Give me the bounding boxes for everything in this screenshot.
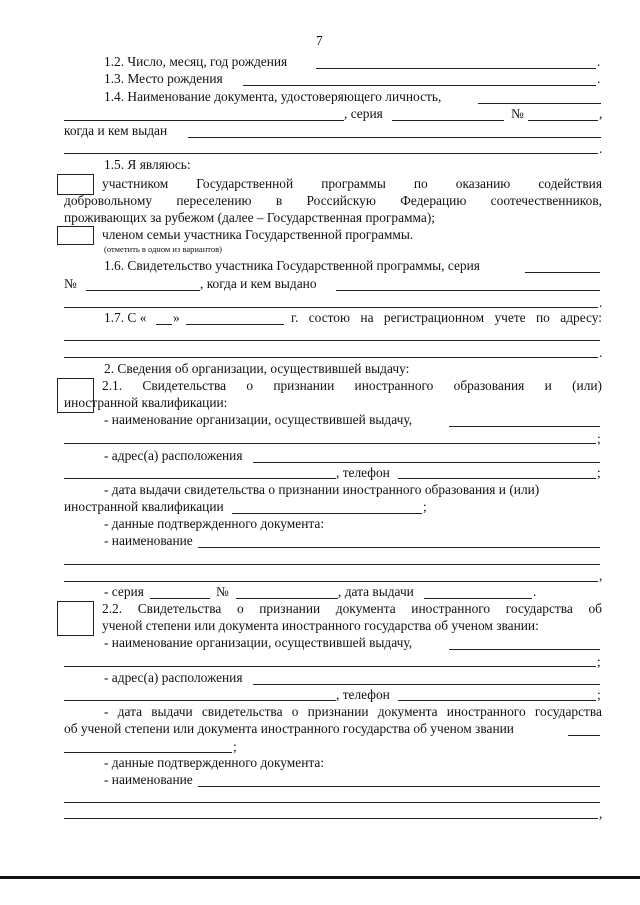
family-member-text: членом семьи участника Государственной программы. bbox=[102, 227, 414, 242]
id-number-label: № bbox=[511, 106, 524, 121]
s21-org-name-field[interactable] bbox=[449, 426, 600, 427]
id-series-label: , серия bbox=[344, 106, 383, 121]
s21-address-label: - адрес(а) расположения bbox=[104, 448, 243, 463]
s21-address-field[interactable] bbox=[253, 462, 600, 463]
s22-confirmed-doc-label: - данные подтвержденного документа: bbox=[104, 755, 325, 770]
registered-mid: » bbox=[173, 310, 180, 325]
s22-phone-field[interactable] bbox=[398, 700, 596, 701]
s22-issue-date-line-1: - дата выдачи свидетельства о признании документа иностранного государства bbox=[104, 704, 602, 719]
s21-confirmed-doc-label: - данные подтвержденного документа: bbox=[104, 516, 325, 531]
id-document-field-cont[interactable] bbox=[64, 120, 344, 121]
id-document-label: 1.4. Наименование документа, удостоверяющего личность, bbox=[104, 89, 442, 104]
registered-prefix: 1.7. С « bbox=[104, 310, 147, 325]
s21-issue-date-line-1: - дата выдачи свидетельства о признании иностранного образования и (или) bbox=[104, 482, 540, 497]
s22-phone-label: , телефон bbox=[336, 687, 390, 702]
s21-phone-field[interactable] bbox=[398, 478, 596, 479]
s21-issue-date-line-2: иностранной квалификации bbox=[64, 499, 224, 514]
s21-line-2: иностранной квалификации: bbox=[64, 395, 228, 410]
id-issued-field[interactable] bbox=[188, 137, 601, 138]
s22-org-name-field[interactable] bbox=[449, 649, 600, 650]
id-number-field[interactable] bbox=[528, 120, 598, 121]
s21-number-field[interactable] bbox=[236, 598, 338, 599]
status-label: 1.5. Я являюсь: bbox=[104, 157, 191, 172]
s22-issue-date-field-cont[interactable] bbox=[64, 752, 232, 753]
registered-day-field[interactable] bbox=[156, 324, 172, 325]
id-document-field[interactable] bbox=[478, 103, 601, 104]
page-bottom-rule bbox=[0, 876, 640, 879]
s22-name-field-cont[interactable] bbox=[64, 802, 600, 803]
s21-phone-label: , телефон bbox=[336, 465, 390, 480]
s22-issue-date-line-2: об ученой степени или документа иностранного государства об ученом звании bbox=[64, 721, 514, 736]
certificate-number-field[interactable] bbox=[86, 290, 200, 291]
certificate-issued-field-cont[interactable] bbox=[64, 307, 598, 308]
dob-field[interactable] bbox=[316, 68, 596, 69]
certificate-issued-label: , когда и кем выдано bbox=[200, 276, 317, 291]
document-page: 7 1.2. Число, месяц, год рождения . 1.3. Место рождения . 1.4. Наименование документа, удостоверяющего личность, , серия № , когда и кем выдан . 1.5. Я являюсь: участником Государственной программы по оказанию содействия добровольному переселению в Российскую Федерацию соотечественников, проживающих за рубежом (далее – Государственная программа); членом семьи участника Государственной программы. (отметить в одном из вариантов) 1.6. Свидетельство участника Государственной программы, серия № , когда и кем выдано . 1.7. С « » г. состою на регистрационном учете по адресу: . 2. Сведения об организации, осуществившей выдачу: 2.1. Свидетельства о признании иностранного образования и (или) иностранной квалификации: - наименование организации, осуществившей выдачу, ; - адрес(а) расположения , телефон ; - дата выдачи свидетельства о признании иностранного образования и (или) иностранной квалификации ; - данные подтвержденного документа: - наименование , - серия № , дата выдачи . 2.2. Свидетельства о признании документа иностранного государства об ученой степени или документа иностранного государства об ученом звании: - наименование организации, осуществившей выдачу, ; - адрес(а) расположения , телефон ; - дата выдачи свидетельства о признании документа иностранного государства об ученой степени или документа иностранного государства об ученом звании ; - данные подтвержденного документа: - наименование , bbox=[0, 0, 640, 905]
s22-address-field[interactable] bbox=[253, 684, 600, 685]
s22-org-name-label: - наименование организации, осуществившей выдачу, bbox=[104, 635, 413, 650]
id-issued-label: когда и кем выдан bbox=[64, 123, 168, 138]
s22-address-field-cont[interactable] bbox=[64, 700, 336, 701]
section-2-title: 2. Сведения об организации, осуществившей выдачу: bbox=[104, 361, 410, 376]
certificate-issued-field[interactable] bbox=[336, 290, 600, 291]
registered-month-year-field[interactable] bbox=[186, 324, 284, 325]
birthplace-label: 1.3. Место рождения bbox=[104, 71, 223, 86]
page-number: 7 bbox=[316, 33, 323, 48]
s22-org-name-field-cont[interactable] bbox=[64, 666, 596, 667]
s22-name-label: - наименование bbox=[104, 772, 193, 787]
registered-address-field[interactable] bbox=[64, 340, 600, 341]
s21-name-field[interactable] bbox=[198, 547, 600, 548]
s21-line-1: 2.1. Свидетельства о признании иностранного образования и (или) bbox=[102, 378, 602, 393]
s22-checkbox[interactable] bbox=[57, 601, 94, 636]
s22-line-1: 2.2. Свидетельства о признании документа иностранного государства об bbox=[102, 601, 602, 616]
s21-name-field-cont-2[interactable] bbox=[64, 581, 598, 582]
s22-name-field-cont-2[interactable] bbox=[64, 818, 598, 819]
s22-issue-date-field[interactable] bbox=[568, 735, 600, 736]
s21-date-label: , дата выдачи bbox=[338, 584, 414, 599]
s21-name-field-cont[interactable] bbox=[64, 564, 600, 565]
family-member-checkbox[interactable] bbox=[57, 226, 94, 245]
certificate-number-label: № bbox=[64, 276, 77, 291]
id-series-field[interactable] bbox=[392, 120, 504, 121]
s21-date-field[interactable] bbox=[424, 598, 532, 599]
participant-text-3: проживающих за рубежом (далее – Государственная программа); bbox=[64, 210, 436, 225]
registered-address-field-cont[interactable] bbox=[64, 357, 598, 358]
s21-series-label: - серия bbox=[104, 584, 144, 599]
s21-series-field[interactable] bbox=[150, 598, 210, 599]
s21-name-label: - наименование bbox=[104, 533, 193, 548]
s21-org-name-field-cont[interactable] bbox=[64, 443, 596, 444]
s21-org-name-label: - наименование организации, осуществившей выдачу, bbox=[104, 412, 413, 427]
participant-text-2: добровольному переселению в Российскую Федерацию соотечественников, bbox=[64, 193, 602, 208]
s21-issue-date-field[interactable] bbox=[232, 513, 422, 514]
participant-text: участником Государственной программы по оказанию содействия bbox=[102, 176, 602, 191]
s22-name-field[interactable] bbox=[198, 786, 600, 787]
birthplace-field[interactable] bbox=[243, 85, 596, 86]
s21-address-field-cont[interactable] bbox=[64, 478, 336, 479]
certificate-label: 1.6. Свидетельство участника Государственной программы, серия bbox=[104, 258, 480, 273]
s21-number-label: № bbox=[216, 584, 229, 599]
mark-note: (отметить в одном из вариантов) bbox=[104, 244, 222, 254]
registered-suffix: г. состою на регистрационном учете по адресу: bbox=[291, 310, 602, 325]
dob-label: 1.2. Число, месяц, год рождения bbox=[104, 54, 288, 69]
certificate-series-field[interactable] bbox=[525, 272, 600, 273]
id-issued-field-cont[interactable] bbox=[64, 153, 598, 154]
s22-line-2: ученой степени или документа иностранного государства об ученом звании: bbox=[102, 618, 539, 633]
participant-checkbox[interactable] bbox=[57, 174, 94, 195]
s22-address-label: - адрес(а) расположения bbox=[104, 670, 243, 685]
